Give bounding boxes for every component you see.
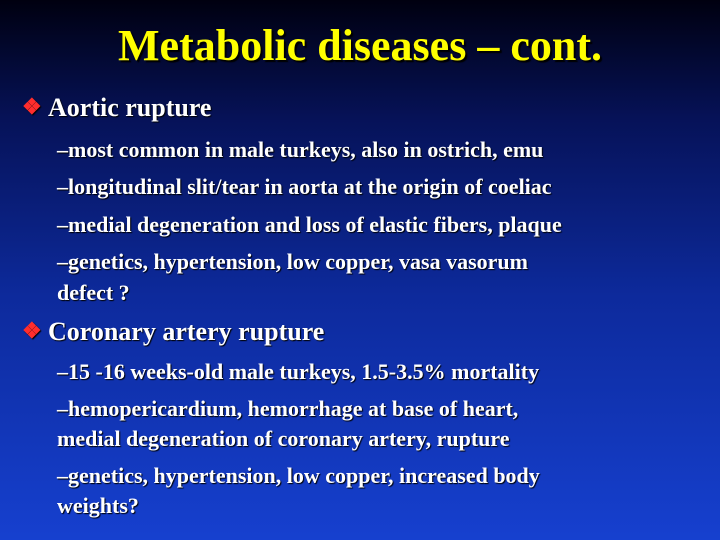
section-heading-coronary-artery-rupture — [22, 316, 324, 347]
section-heading-aortic-rupture — [22, 92, 211, 123]
diamond-cluster-icon: ❖ — [22, 318, 42, 343]
list-item: –hemopericardium, hemorrhage at base of heart, — [57, 396, 519, 421]
list-item: –genetics, hypertension, low copper, increased body — [57, 463, 540, 488]
list-item: –15 -16 weeks-old male turkeys, 1.5-3.5% mortality — [57, 359, 540, 384]
section-heading-label: Coronary artery rupture — [48, 317, 325, 346]
list-item-continuation: medial degeneration of coronary artery, rupture — [57, 426, 510, 451]
list-item: –genetics, hypertension, low copper, vasa vasorum — [57, 249, 528, 274]
list-item-continuation: weights? — [57, 493, 139, 518]
list-item-continuation: defect ? — [57, 280, 130, 305]
list-item: –longitudinal slit/tear in aorta at the origin of coeliac — [57, 174, 552, 199]
slide-title: Metabolic diseases – cont. — [118, 21, 602, 70]
list-item: –most common in male turkeys, also in ostrich, emu — [57, 137, 544, 162]
diamond-cluster-icon: ❖ — [22, 94, 42, 119]
section-heading-label: Aortic rupture — [48, 93, 212, 122]
list-item: –medial degeneration and loss of elastic fibers, plaque — [57, 212, 562, 237]
